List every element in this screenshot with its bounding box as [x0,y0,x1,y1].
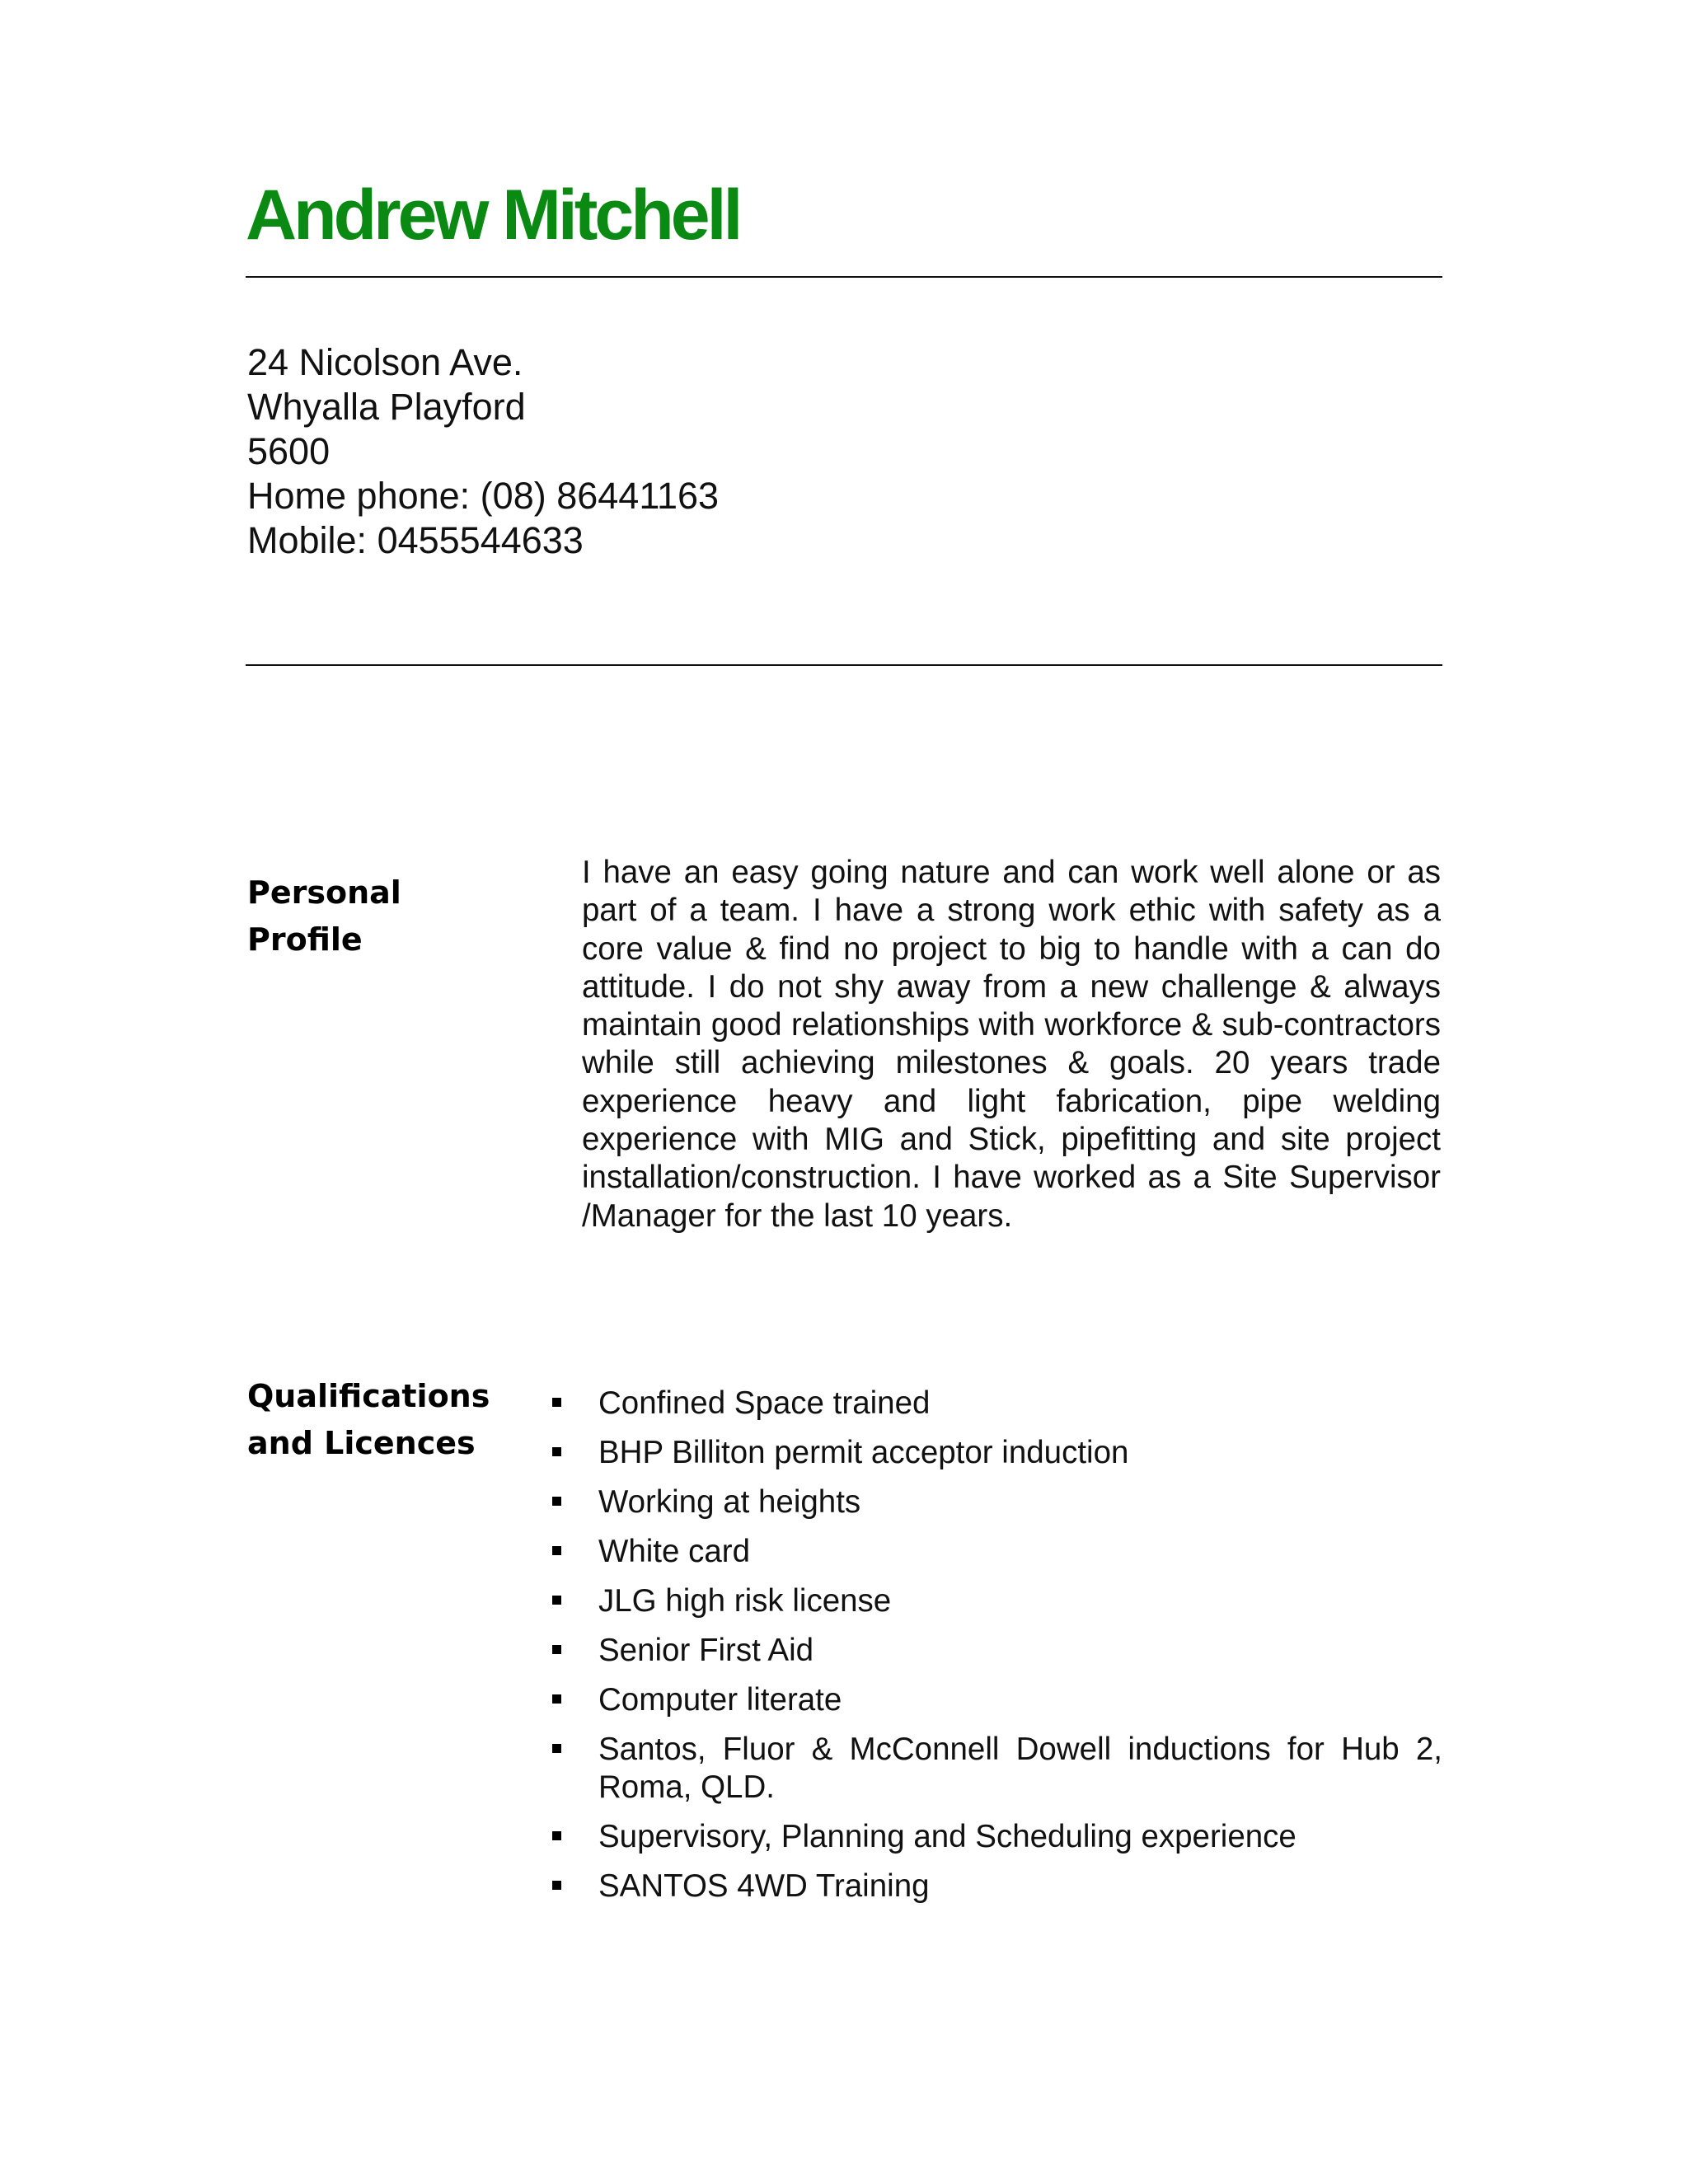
qualification-item-text: Supervisory, Planning and Scheduling experience [598,1819,1296,1854]
square-bullet-icon [552,1546,561,1555]
applicant-name: Andrew Mitchell [246,176,740,255]
qualification-item-text: Computer literate [598,1682,842,1718]
qualification-item [544,1632,1442,1670]
qualification-item-text: SANTOS 4WD Training [598,1868,930,1904]
square-bullet-icon [552,1744,561,1753]
personal-profile-heading-line1: Personal [247,874,401,911]
square-bullet-icon [552,1831,561,1840]
square-bullet-icon [552,1497,561,1506]
qualification-item-text: Working at heights [598,1484,861,1520]
square-bullet-icon [552,1596,561,1605]
qualifications-list [544,1385,1442,1917]
personal-profile-heading-line2: Profile [247,921,363,958]
address-postcode: 5600 [247,430,331,472]
qualification-item-text: Senior First Aid [598,1633,814,1668]
square-bullet-icon [552,1645,561,1654]
qualification-item [544,1731,1442,1807]
contact-address-block [247,340,719,563]
square-bullet-icon [552,1694,561,1704]
address-suburb: Whyalla Playford [247,386,526,428]
qualification-item [544,1582,1442,1620]
qualification-item-text: Santos, Fluor & McConnell Dowell inductions for Hub 2, Roma, QLD. [598,1732,1442,1805]
qualifications-heading-line2: and Licences [247,1425,476,1461]
qualification-item [544,1818,1442,1856]
qualification-item [544,1868,1442,1905]
qualification-item-text: BHP Billiton permit acceptor induction [598,1435,1129,1470]
qualification-item [544,1533,1442,1571]
header-divider-bottom [246,664,1442,666]
square-bullet-icon [552,1881,561,1890]
personal-profile-heading [247,869,528,963]
home-phone: Home phone: (08) 86441163 [247,475,720,517]
qualifications-heading-line1: Qualifications [247,1378,490,1414]
qualification-item-text: Confined Space trained [598,1385,931,1421]
qualification-item [544,1385,1442,1422]
address-street: 24 Nicolson Ave. [247,341,523,383]
qualification-item-text: White card [598,1534,751,1569]
qualifications-heading [247,1373,528,1467]
qualification-item [544,1483,1442,1521]
qualification-item [544,1434,1442,1472]
header-divider-top [246,276,1442,278]
square-bullet-icon [552,1447,561,1456]
qualification-item-text: JLG high risk license [598,1583,892,1619]
qualification-item [544,1681,1442,1719]
square-bullet-icon [552,1398,561,1407]
personal-profile-text: I have an easy going nature and can work well alone or as part of a team. I have a strong work ethic with safety as a core value & find no project to big to handle with a can do attitude. I do not shy away from a new challenge & always maintain good relationships with workforce & sub-contractors while still achieving milestones & goals. 20 years trade experience heavy and light fabrication, pipe welding experience with MIG and Stick, pipefitting and site project installation/construction. I have worked as a Site Supervisor /Manager for the last 10 years. [582,855,1441,1234]
mobile-phone: Mobile: 0455544633 [247,519,584,561]
